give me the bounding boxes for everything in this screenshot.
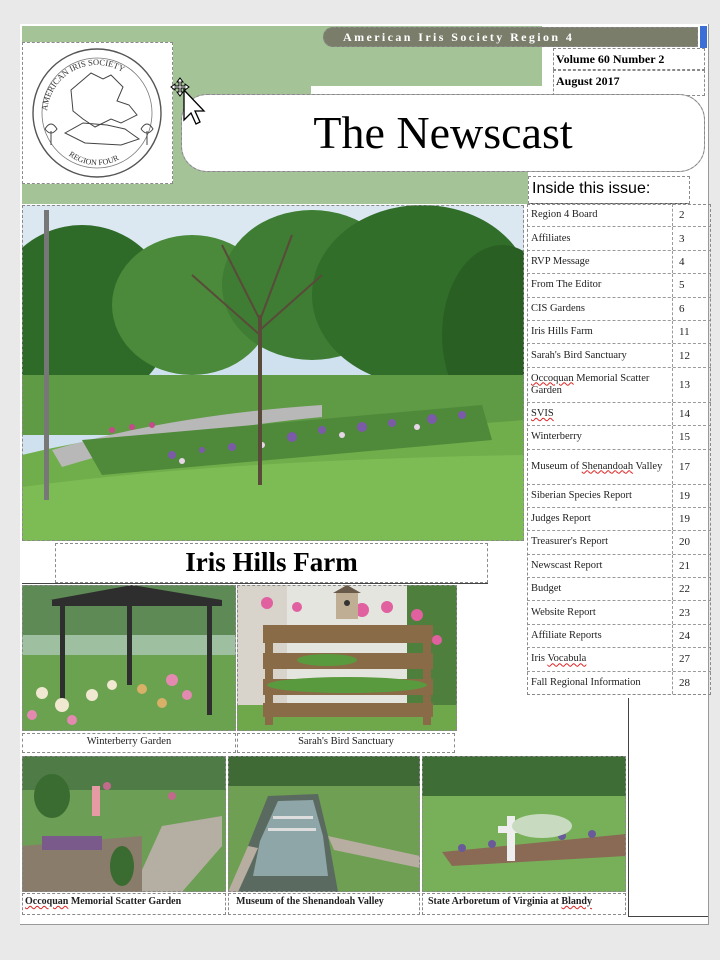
toc-row[interactable] [527,508,711,531]
toc-item-title: Affiliate Reports [527,625,673,647]
toc-item-page: 20 [679,536,690,549]
winterberry-garden-image [22,585,236,731]
occoquan-photo[interactable] [22,756,226,892]
headline-rule [22,583,488,584]
arboretum-image [422,756,626,892]
toc-item-title: Iris Vocabula [527,648,673,670]
toc-row[interactable] [527,403,711,426]
toc-item-page: 2 [679,209,685,222]
caption-sarah[interactable]: Sarah's Bird Sanctuary [237,733,455,753]
table-of-contents[interactable] [527,204,711,695]
region-logo[interactable] [22,42,173,184]
toc-row[interactable] [527,274,711,297]
toc-row[interactable] [527,578,711,601]
bottom-rule [628,916,708,917]
newsletter-title: The Newscast [313,107,573,158]
toc-item-page: 24 [679,630,690,643]
svg-text:AMERICAN IRIS SOCIETY: AMERICAN IRIS SOCIETY [39,56,127,112]
toc-item-page: 5 [679,279,685,292]
toc-item-title: Affiliates [527,227,673,249]
museum-photo[interactable] [228,756,420,892]
water-channel-image [228,756,420,892]
issue-date[interactable]: August 2017 [553,70,705,96]
sarah-photo[interactable] [237,585,457,731]
toc-item-page: 13 [679,378,690,391]
toc-item-title: SVIS [527,403,673,425]
garden-landscape-image [22,205,524,541]
arboretum-photo[interactable] [422,756,626,892]
toc-item-title: Museum of Shenandoah Valley [527,450,673,484]
toc-item-page: 22 [679,583,690,596]
toc-row[interactable] [527,450,711,485]
caption-occoquan[interactable] [22,893,226,915]
toc-row[interactable] [527,485,711,508]
toc-item-page: 21 [679,559,690,572]
toc-item-page: 19 [679,489,690,502]
toc-item-page: 4 [679,255,685,268]
toc-item-page: 6 [679,302,685,315]
main-photo-iris-farm[interactable] [22,205,524,541]
toc-item-page: 19 [679,513,690,526]
toc-item-title: Treasurer's Report [527,531,673,553]
toc-row[interactable] [527,426,711,449]
toc-item-page: 14 [679,407,690,420]
article-headline[interactable]: Iris Hills Farm [55,543,488,583]
right-column-rule [628,698,629,916]
toc-item-title: Iris Hills Farm [527,321,673,343]
toc-row[interactable] [527,531,711,554]
move-cursor-icon [170,76,206,128]
toc-row[interactable] [527,251,711,274]
toc-item-title: Winterberry [527,426,673,448]
svg-text:REGION FOUR: REGION FOUR [67,149,121,168]
toc-row[interactable] [527,648,711,671]
toc-item-title: Fall Regional Information [527,672,673,694]
toc-heading[interactable]: Inside this issue: [528,176,690,204]
toc-row[interactable] [527,601,711,624]
caption-arboretum-prefix: State Arboretum of Virginia at [428,896,562,907]
toc-row[interactable] [527,555,711,578]
volume-number[interactable]: Volume 60 Number 2 [553,48,705,70]
toc-item-title: Judges Report [527,508,673,530]
caption-occoquan-prefix: Occoquan [25,896,69,907]
toc-item-page: 23 [679,606,690,619]
toc-item-page: 17 [679,460,690,473]
toc-item-title: Newscast Report [527,555,673,577]
toc-item-title: From The Editor [527,274,673,296]
toc-row[interactable] [527,344,711,367]
toc-item-title: CIS Gardens [527,298,673,320]
toc-item-title: Budget [527,578,673,600]
caption-occoquan-rest: Memorial Scatter Garden [68,896,182,907]
toc-row[interactable] [527,625,711,648]
toc-row[interactable] [527,227,711,250]
toc-item-title: Occoquan Memorial Scatter Garden [527,368,673,402]
newsletter-title-box[interactable] [181,94,705,172]
toc-item-page: 28 [679,676,690,689]
caption-arboretum[interactable] [422,893,626,915]
toc-row[interactable] [527,672,711,695]
region-seal-icon [25,45,170,181]
toc-item-title: Siberian Species Report [527,485,673,507]
selection-edge-marker [700,26,707,48]
toc-item-page: 27 [679,653,690,666]
toc-row[interactable] [527,204,711,227]
toc-row[interactable] [527,298,711,321]
toc-row[interactable] [527,368,711,403]
toc-item-title: RVP Message [527,251,673,273]
caption-winterberry[interactable]: Winterberry Garden [22,733,236,753]
toc-item-title: Region 4 Board [527,204,673,226]
toc-item-title: Website Report [527,601,673,623]
toc-row[interactable] [527,321,711,344]
toc-item-page: 3 [679,232,685,245]
caption-arboretum-suffix: Blandy [561,896,592,907]
caption-museum[interactable]: Museum of the Shenandoah Valley [228,893,420,915]
toc-item-page: 15 [679,431,690,444]
toc-item-title: Sarah's Bird Sanctuary [527,344,673,366]
toc-item-page: 11 [679,326,690,339]
org-banner[interactable]: American Iris Society Region 4 [323,27,698,47]
winterberry-photo[interactable] [22,585,236,731]
bird-sanctuary-image [237,585,457,731]
toc-item-page: 12 [679,349,690,362]
scatter-garden-image [22,756,226,892]
